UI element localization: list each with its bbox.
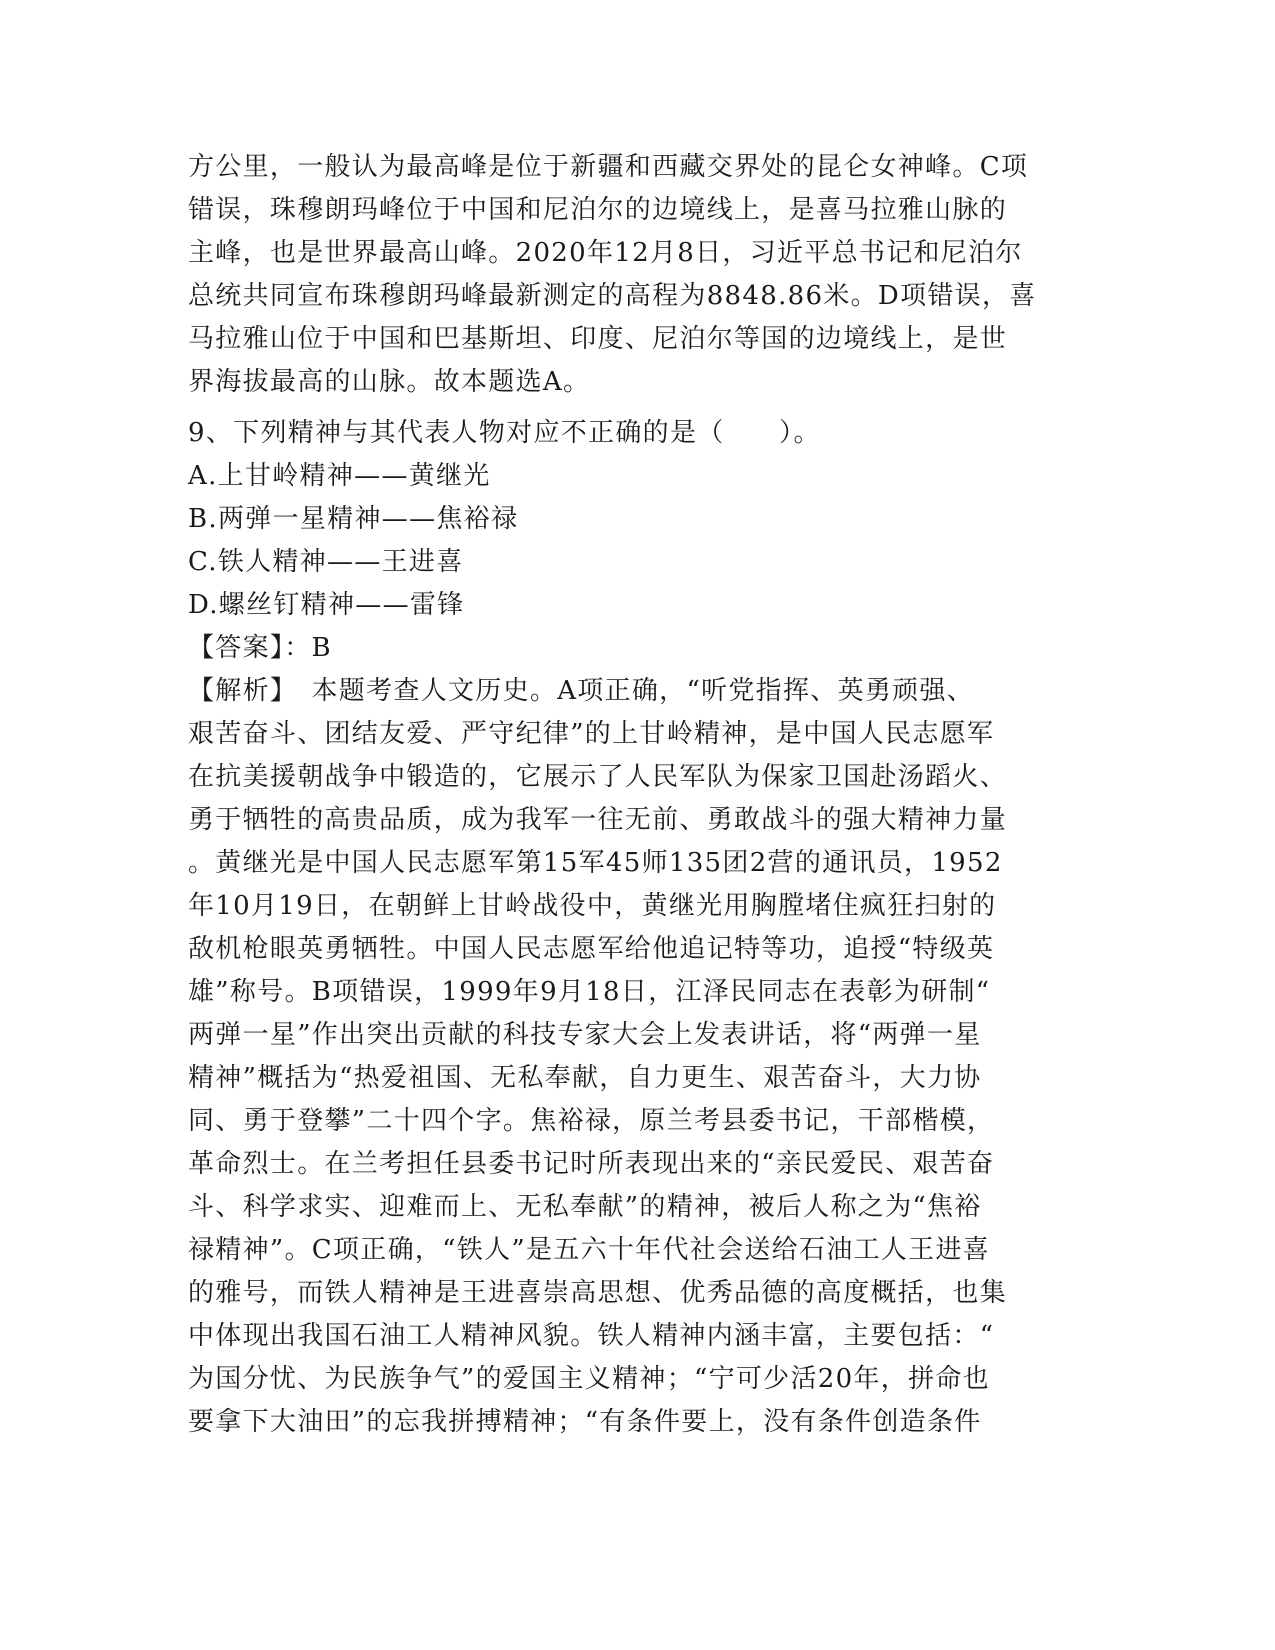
question-stem: 9、下列精神与其代表人物对应不正确的是（ ）。 [188,418,821,448]
analysis-line: 禄精神”。C项正确，“铁人”是五六十年代社会送给石油工人王进喜 [188,1235,991,1265]
option-c: C.铁人精神——王进喜 [188,547,464,577]
analysis-line: 年10月19日，在朝鲜上甘岭战役中，黄继光用胸膛堵住疯狂扫射的 [188,891,997,921]
analysis-line: 的雅号，而铁人精神是王进喜崇高思想、优秀品德的高度概括，也集 [188,1278,1008,1308]
analysis-line: 为国分忧、为民族争气”的爱国主义精神；“宁可少活20年，拼命也 [188,1364,990,1394]
analysis-line: 精神”概括为“热爱祖国、无私奉献，自力更生、艰苦奋斗，大力协 [188,1063,982,1093]
intro-line: 方公里，一般认为最高峰是位于新疆和西藏交界处的昆仑女神峰。C项 [188,152,1029,182]
intro-line: 马拉雅山位于中国和巴基斯坦、印度、尼泊尔等国的边境线上，是世 [188,324,1008,354]
analysis-line: 中体现出我国石油工人精神风貌。铁人精神内涵丰富，主要包括：“ [188,1321,995,1351]
intro-line: 总统共同宣布珠穆朗玛峰最新测定的高程为8848.86米。D项错误，喜 [188,281,1037,311]
intro-paragraph [188,146,1068,404]
analysis-line: 要拿下大油田”的忘我拼搏精神；“有条件要上，没有条件创造条件 [188,1407,982,1437]
analysis-line: 两弹一星”作出突出贡献的科技专家大会上发表讲话，将“两弹一星 [188,1020,982,1050]
analysis-line: 在抗美援朝战争中锻造的，它展示了人民军队为保家卫国赴汤蹈火、 [188,762,1008,792]
intro-line: 主峰，也是世界最高山峰。2020年12月8日，习近平总书记和尼泊尔 [188,238,1023,268]
analysis-line: 【解析】 本题考查人文历史。A项正确，“听党指挥、英勇顽强、 [188,676,975,706]
analysis-line: 革命烈士。在兰考担任县委书记时所表现出来的“亲民爱民、艰苦奋 [188,1149,995,1179]
intro-line: 错误，珠穆朗玛峰位于中国和尼泊尔的边境线上，是喜马拉雅山脉的 [188,195,1008,225]
analysis-line: 敌机枪眼英勇牺牲。中国人民志愿军给他追记特等功，追授“特级英 [188,934,995,964]
option-b: B.两弹一星精神——焦裕禄 [188,504,519,534]
question-block [188,412,1068,1444]
analysis-line: 斗、科学求实、迎难而上、无私奉献”的精神，被后人称之为“焦裕 [188,1192,982,1222]
analysis-line: 同、勇于登攀”二十四个字。焦裕禄，原兰考县委书记，干部楷模， [188,1106,995,1136]
intro-line: 界海拔最高的山脉。故本题选A。 [188,367,591,397]
option-a: A.上甘岭精神——黄继光 [188,461,491,491]
analysis-line: 勇于牺牲的高贵品质，成为我军一往无前、勇敢战斗的强大精神力量 [188,805,1008,835]
analysis-line: 艰苦奋斗、团结友爱、严守纪律”的上甘岭精神，是中国人民志愿军 [188,719,995,749]
answer-line: 【答案】：B [188,633,332,663]
analysis-line: 。黄继光是中国人民志愿军第15军45师135团2营的通讯员，1952 [188,848,1003,878]
analysis-line: 雄”称号。B项错误，1999年9月18日，江泽民同志在表彰为研制“ [188,977,991,1007]
option-d: D.螺丝钉精神——雷锋 [188,590,465,620]
